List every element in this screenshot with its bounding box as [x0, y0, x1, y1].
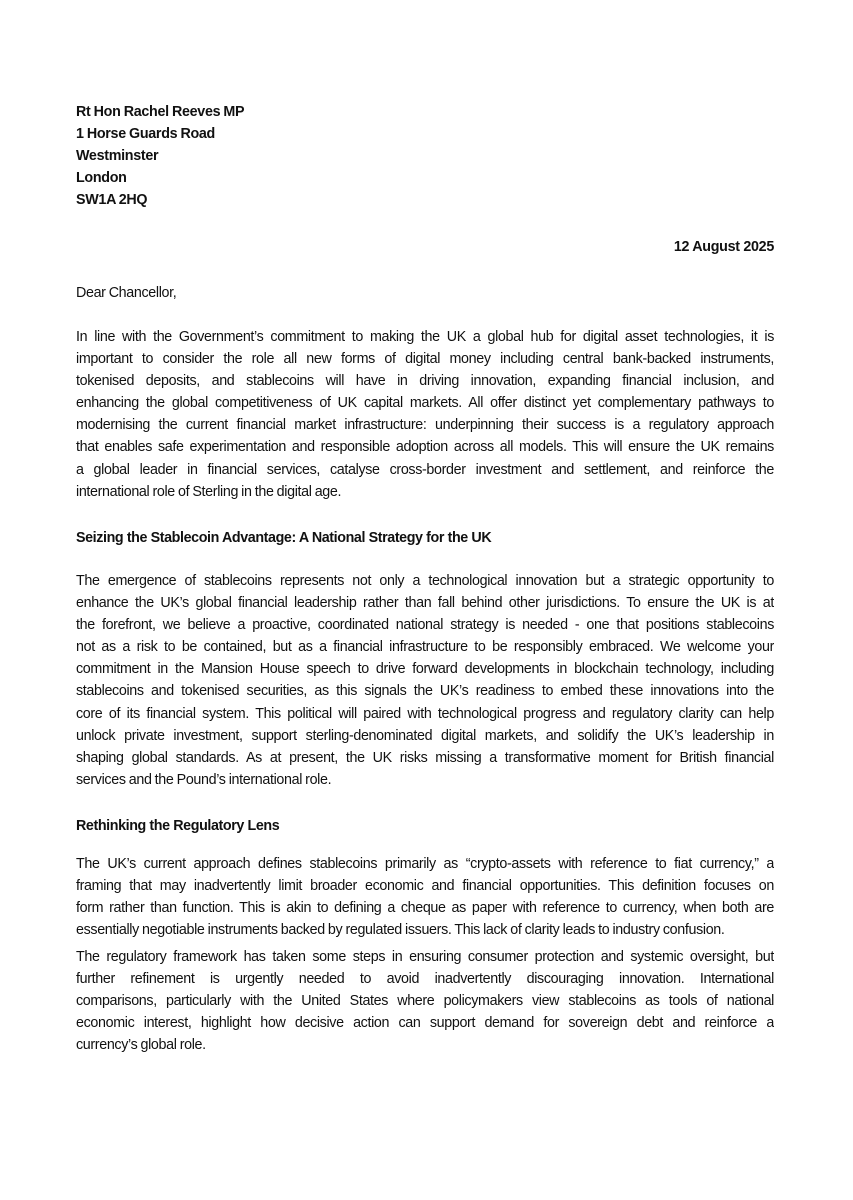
salutation-text: Dear Chancellor, [76, 285, 177, 301]
paragraph-line: international role of Sterling in the digital age. [76, 483, 342, 500]
paragraph-line: stablecoins and tokenised securities, as this signals the UK’s readiness to embed these innovations into the [76, 683, 774, 700]
paragraph-line: not as a risk to be contained, but as a financial infrastructure to be responsibly embraced. We welcome your [76, 639, 774, 656]
paragraph-line: a global leader in financial services, catalyse cross-border investment and settlement, and reinforce the [76, 461, 774, 478]
address-line: Rt Hon Rachel Reeves MP [76, 104, 245, 120]
paragraph-line: enhance the UK’s global financial leadership rather than fall behind other jurisdictions. To ensure the UK is at [76, 595, 774, 612]
paragraph-line: In line with the Government’s commitment to making the UK a global hub for digital asset technologies, it is [76, 329, 774, 345]
section2-paragraph-b [76, 946, 774, 1056]
section1-paragraph [76, 570, 774, 791]
paragraph-line: modernising the current financial market infrastructure: underpinning their success is a regulatory approach [76, 417, 774, 434]
paragraph-line: form rather than function. This is akin to defining a cheque as paper with reference to currency, when both are [76, 900, 774, 917]
paragraph-line: commitment in the Mansion House speech to drive forward developments in blockchain technology, including [76, 661, 774, 678]
address-line: Westminster [76, 148, 159, 165]
paragraph-line: The UK’s current approach defines stablecoins primarily as “crypto-assets with reference to fiat currency,” a [76, 856, 774, 872]
paragraph-line: shaping global standards. As at present, the UK risks missing a transformative moment for British financial [76, 749, 774, 766]
paragraph-line: tokenised deposits, and stablecoins will have in driving innovation, expanding financial inclusion, and [76, 373, 774, 390]
address-line: London [76, 170, 127, 187]
paragraph-line: important to consider the role all new forms of digital money including central bank-backed instruments, [76, 351, 774, 368]
paragraph-line: unlock private investment, support sterling-denominated digital markets, and solidify the UK’s leadership in [76, 727, 774, 744]
letter-date: 12 August 2025 [673, 239, 774, 255]
paragraph-line: further refinement is urgently needed to avoid inadvertently discouraging innovation. International [76, 971, 774, 988]
paragraph-line: comparisons, particularly with the United States where policymakers view stablecoins as tools of national [76, 993, 774, 1010]
paragraph-line: the forefront, we believe a proactive, coordinated national strategy is needed - one that positions stablecoins [76, 617, 774, 634]
paragraph-line: essentially negotiable instruments backed by regulated issuers. This lack of clarity leads to industry confusion. [76, 922, 725, 939]
recipient-address [76, 101, 774, 211]
paragraph-line: currency’s global role. [76, 1037, 206, 1054]
section-heading-regulatory-lens: Rethinking the Regulatory Lens [76, 818, 280, 834]
paragraph-line: The emergence of stablecoins represents not only a technological innovation but a strategic opportunity to [76, 573, 774, 589]
address-line: SW1A 2HQ [76, 192, 148, 209]
address-line: 1 Horse Guards Road [76, 126, 215, 143]
section-heading-stablecoin-advantage: Seizing the Stablecoin Advantage: A National Strategy for the UK [76, 530, 492, 546]
paragraph-line: enhancing the global competitiveness of UK capital markets. All offer distinct yet complementary pathways to [76, 395, 774, 412]
paragraph-line: economic interest, highlight how decisive action can support demand for sovereign debt and reinforce a [76, 1015, 774, 1032]
paragraph-line: The regulatory framework has taken some steps in ensuring consumer protection and systemic oversight, but [76, 949, 774, 965]
section2-paragraph-a [76, 853, 774, 941]
paragraph-line: that enables safe experimentation and responsible adoption across all models. This will ensure the UK remains [76, 439, 774, 456]
paragraph-line: core of its financial system. This political will paired with technological progress and regulatory clarity can help [76, 705, 774, 722]
intro-paragraph [76, 326, 774, 503]
paragraph-line: framing that may inadvertently limit broader economic and financial opportunities. This definition focuses on [76, 878, 774, 895]
salutation [76, 282, 774, 304]
paragraph-line: services and the Pound’s international role. [76, 771, 332, 788]
